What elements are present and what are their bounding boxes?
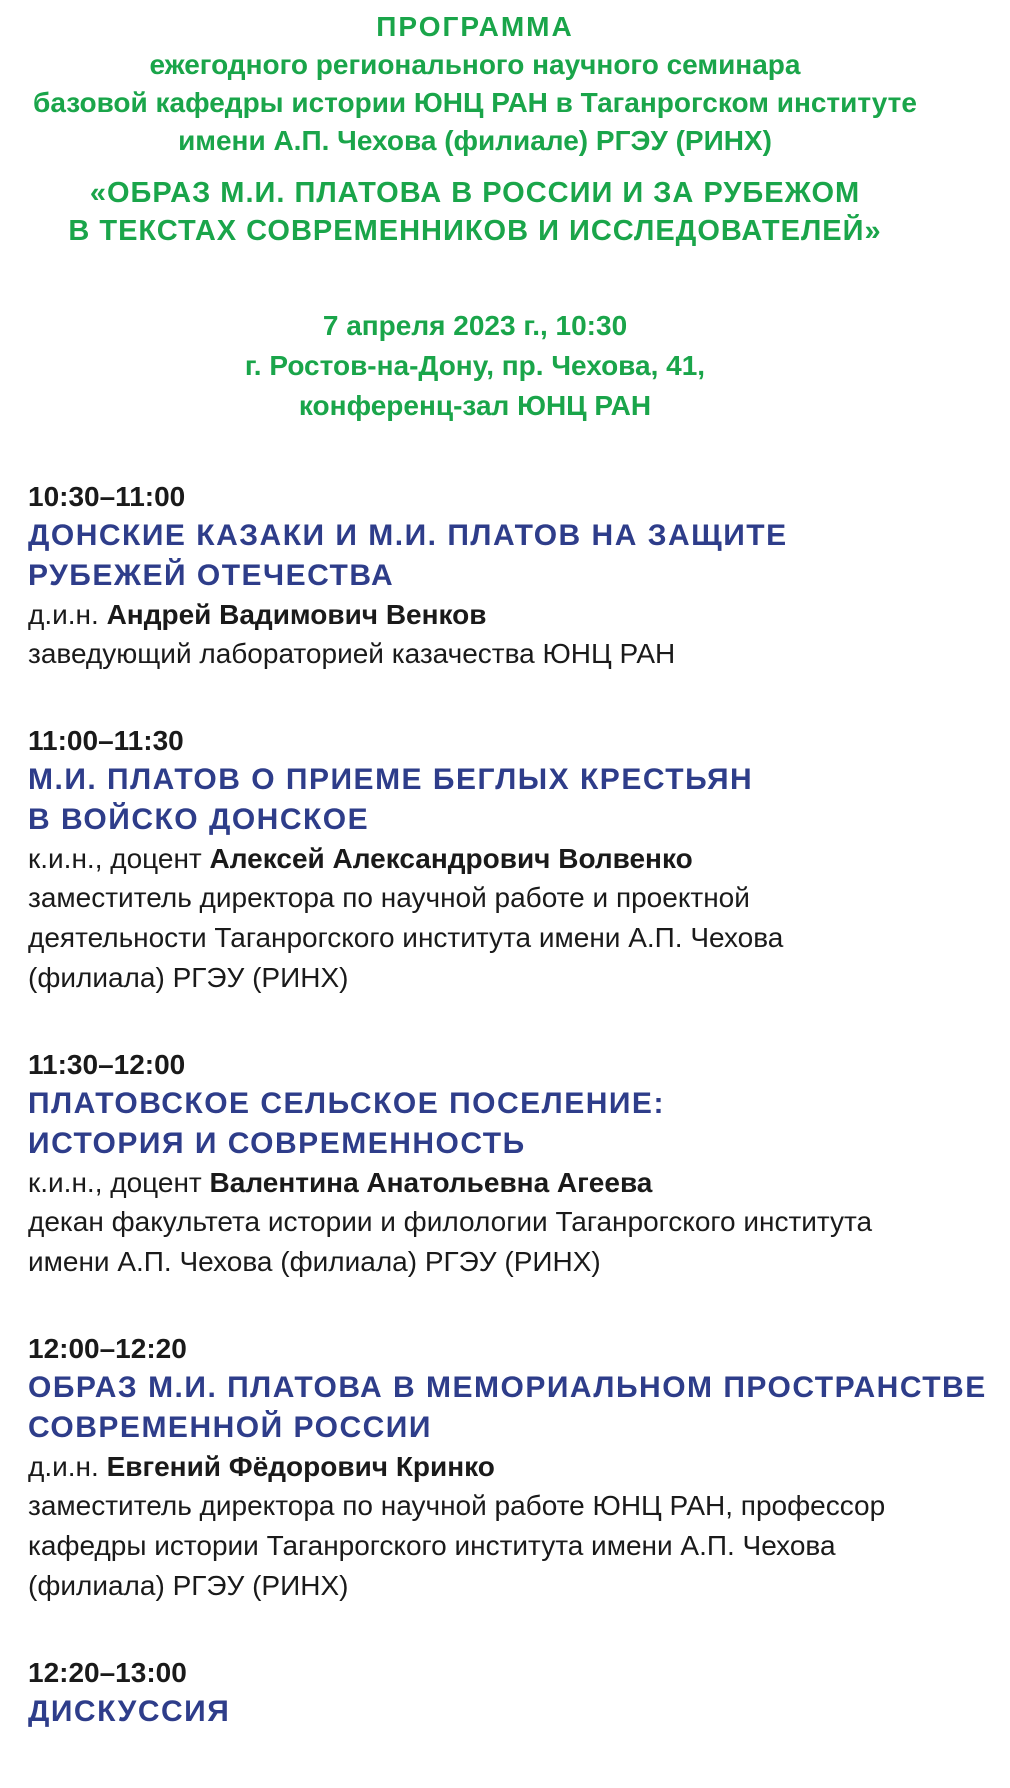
- session-topic: [28, 760, 1003, 840]
- seminar-theme-line: В ТЕКСТАХ СОВРЕМЕННИКОВ И ИССЛЕДОВАТЕЛЕЙ»: [68, 215, 882, 247]
- speaker-position-line: заведующий лабораторией казачества ЮНЦ РАН: [28, 638, 676, 669]
- session-time: 12:20–13:00: [28, 1657, 187, 1688]
- session-item: [28, 478, 1003, 674]
- speaker-position-line: заместитель директора по научной работе и проектной: [28, 882, 750, 913]
- speaker-position-line: (филиала) РГЭУ (РИНХ): [28, 962, 349, 993]
- session-topic: [28, 1368, 1003, 1448]
- speaker-degree: к.и.н., доцент: [28, 1167, 210, 1198]
- speaker-line: [28, 596, 1003, 634]
- speaker-position-line: кафедры истории Таганрогского института имени А.П. Чехова: [28, 1530, 836, 1561]
- program-title: ПРОГРАММА: [376, 11, 574, 42]
- speaker-line: [28, 1448, 1003, 1486]
- session-topic-line: СОВРЕМЕННОЙ РОССИИ: [28, 1411, 432, 1444]
- session-item: [28, 1330, 1003, 1606]
- speaker-name: Валентина Анатольевна Агеева: [209, 1167, 653, 1198]
- session-topic-line: ДОНСКИЕ КАЗАКИ И М.И. ПЛАТОВ НА ЗАЩИТЕ: [28, 519, 788, 552]
- speaker-position: [28, 1202, 1003, 1282]
- session-topic-line: ИСТОРИЯ И СОВРЕМЕННОСТЬ: [28, 1127, 526, 1160]
- session-time: 11:00–11:30: [28, 725, 184, 756]
- speaker-position-line: заместитель директора по научной работе ЮНЦ РАН, профессор: [28, 1490, 886, 1521]
- session-topic-line: М.И. ПЛАТОВ О ПРИЕМЕ БЕГЛЫХ КРЕСТЬЯН: [28, 763, 754, 796]
- speaker-name: Евгений Фёдорович Кринко: [106, 1451, 495, 1482]
- seminar-theme-line: «ОБРАЗ М.И. ПЛАТОВА В РОССИИ И ЗА РУБЕЖОМ: [89, 177, 861, 209]
- speaker-position: [28, 1486, 1003, 1606]
- speaker-degree: к.и.н., доцент: [28, 843, 210, 874]
- speaker-position-line: деятельности Таганрогского института имени А.П. Чехова: [28, 922, 784, 953]
- session-topic: [28, 1084, 1003, 1164]
- session-topic-line: В ВОЙСКО ДОНСКОЕ: [28, 803, 370, 836]
- program-subtitle-line: имени А.П. Чехова (филиале) РГЭУ (РИНХ): [178, 125, 772, 156]
- speaker-position: [28, 634, 1003, 674]
- program-schedule: [28, 478, 1003, 1732]
- speaker-position-line: декан факультета истории и филологии Таганрогского института: [28, 1206, 873, 1237]
- speaker-position-line: имени А.П. Чехова (филиала) РГЭУ (РИНХ): [28, 1246, 601, 1277]
- session-item: [28, 1654, 1003, 1732]
- session-time: 12:00–12:20: [28, 1333, 187, 1364]
- session-topic-line: ДИСКУССИЯ: [28, 1695, 231, 1728]
- speaker-position-line: (филиала) РГЭУ (РИНХ): [28, 1570, 349, 1601]
- session-topic: [28, 516, 1003, 596]
- speaker-degree: д.и.н.: [28, 599, 107, 630]
- speaker-name: Андрей Вадимович Венков: [106, 599, 487, 630]
- event-details: [0, 306, 950, 426]
- session-time: 11:30–12:00: [28, 1049, 186, 1080]
- event-venue: конференц-зал ЮНЦ РАН: [298, 390, 652, 421]
- seminar-theme: [0, 174, 950, 250]
- session-item: [28, 1046, 1003, 1282]
- event-date-time: 7 апреля 2023 г., 10:30: [322, 310, 628, 341]
- speaker-degree: д.и.н.: [28, 1451, 107, 1482]
- speaker-line: [28, 1164, 1003, 1202]
- speaker-line: [28, 840, 1003, 878]
- session-topic-line: ОБРАЗ М.И. ПЛАТОВА В МЕМОРИАЛЬНОМ ПРОСТРАНСТВЕ: [28, 1371, 987, 1404]
- speaker-name: Алексей Александрович Волвенко: [209, 843, 693, 874]
- program-header: [0, 0, 950, 426]
- session-topic: [28, 1692, 1003, 1732]
- session-item: [28, 722, 1003, 998]
- program-subtitle-line: базовой кафедры истории ЮНЦ РАН в Таганрогском институте: [33, 87, 917, 118]
- speaker-position: [28, 878, 1003, 998]
- program-subtitle-line: ежегодного регионального научного семинара: [149, 49, 801, 80]
- session-time: 10:30–11:00: [28, 481, 186, 512]
- session-topic-line: ПЛАТОВСКОЕ СЕЛЬСКОЕ ПОСЕЛЕНИЕ:: [28, 1087, 665, 1120]
- event-address: г. Ростов-на-Дону, пр. Чехова, 41,: [244, 350, 706, 381]
- session-topic-line: РУБЕЖЕЙ ОТЕЧЕСТВА: [28, 559, 395, 592]
